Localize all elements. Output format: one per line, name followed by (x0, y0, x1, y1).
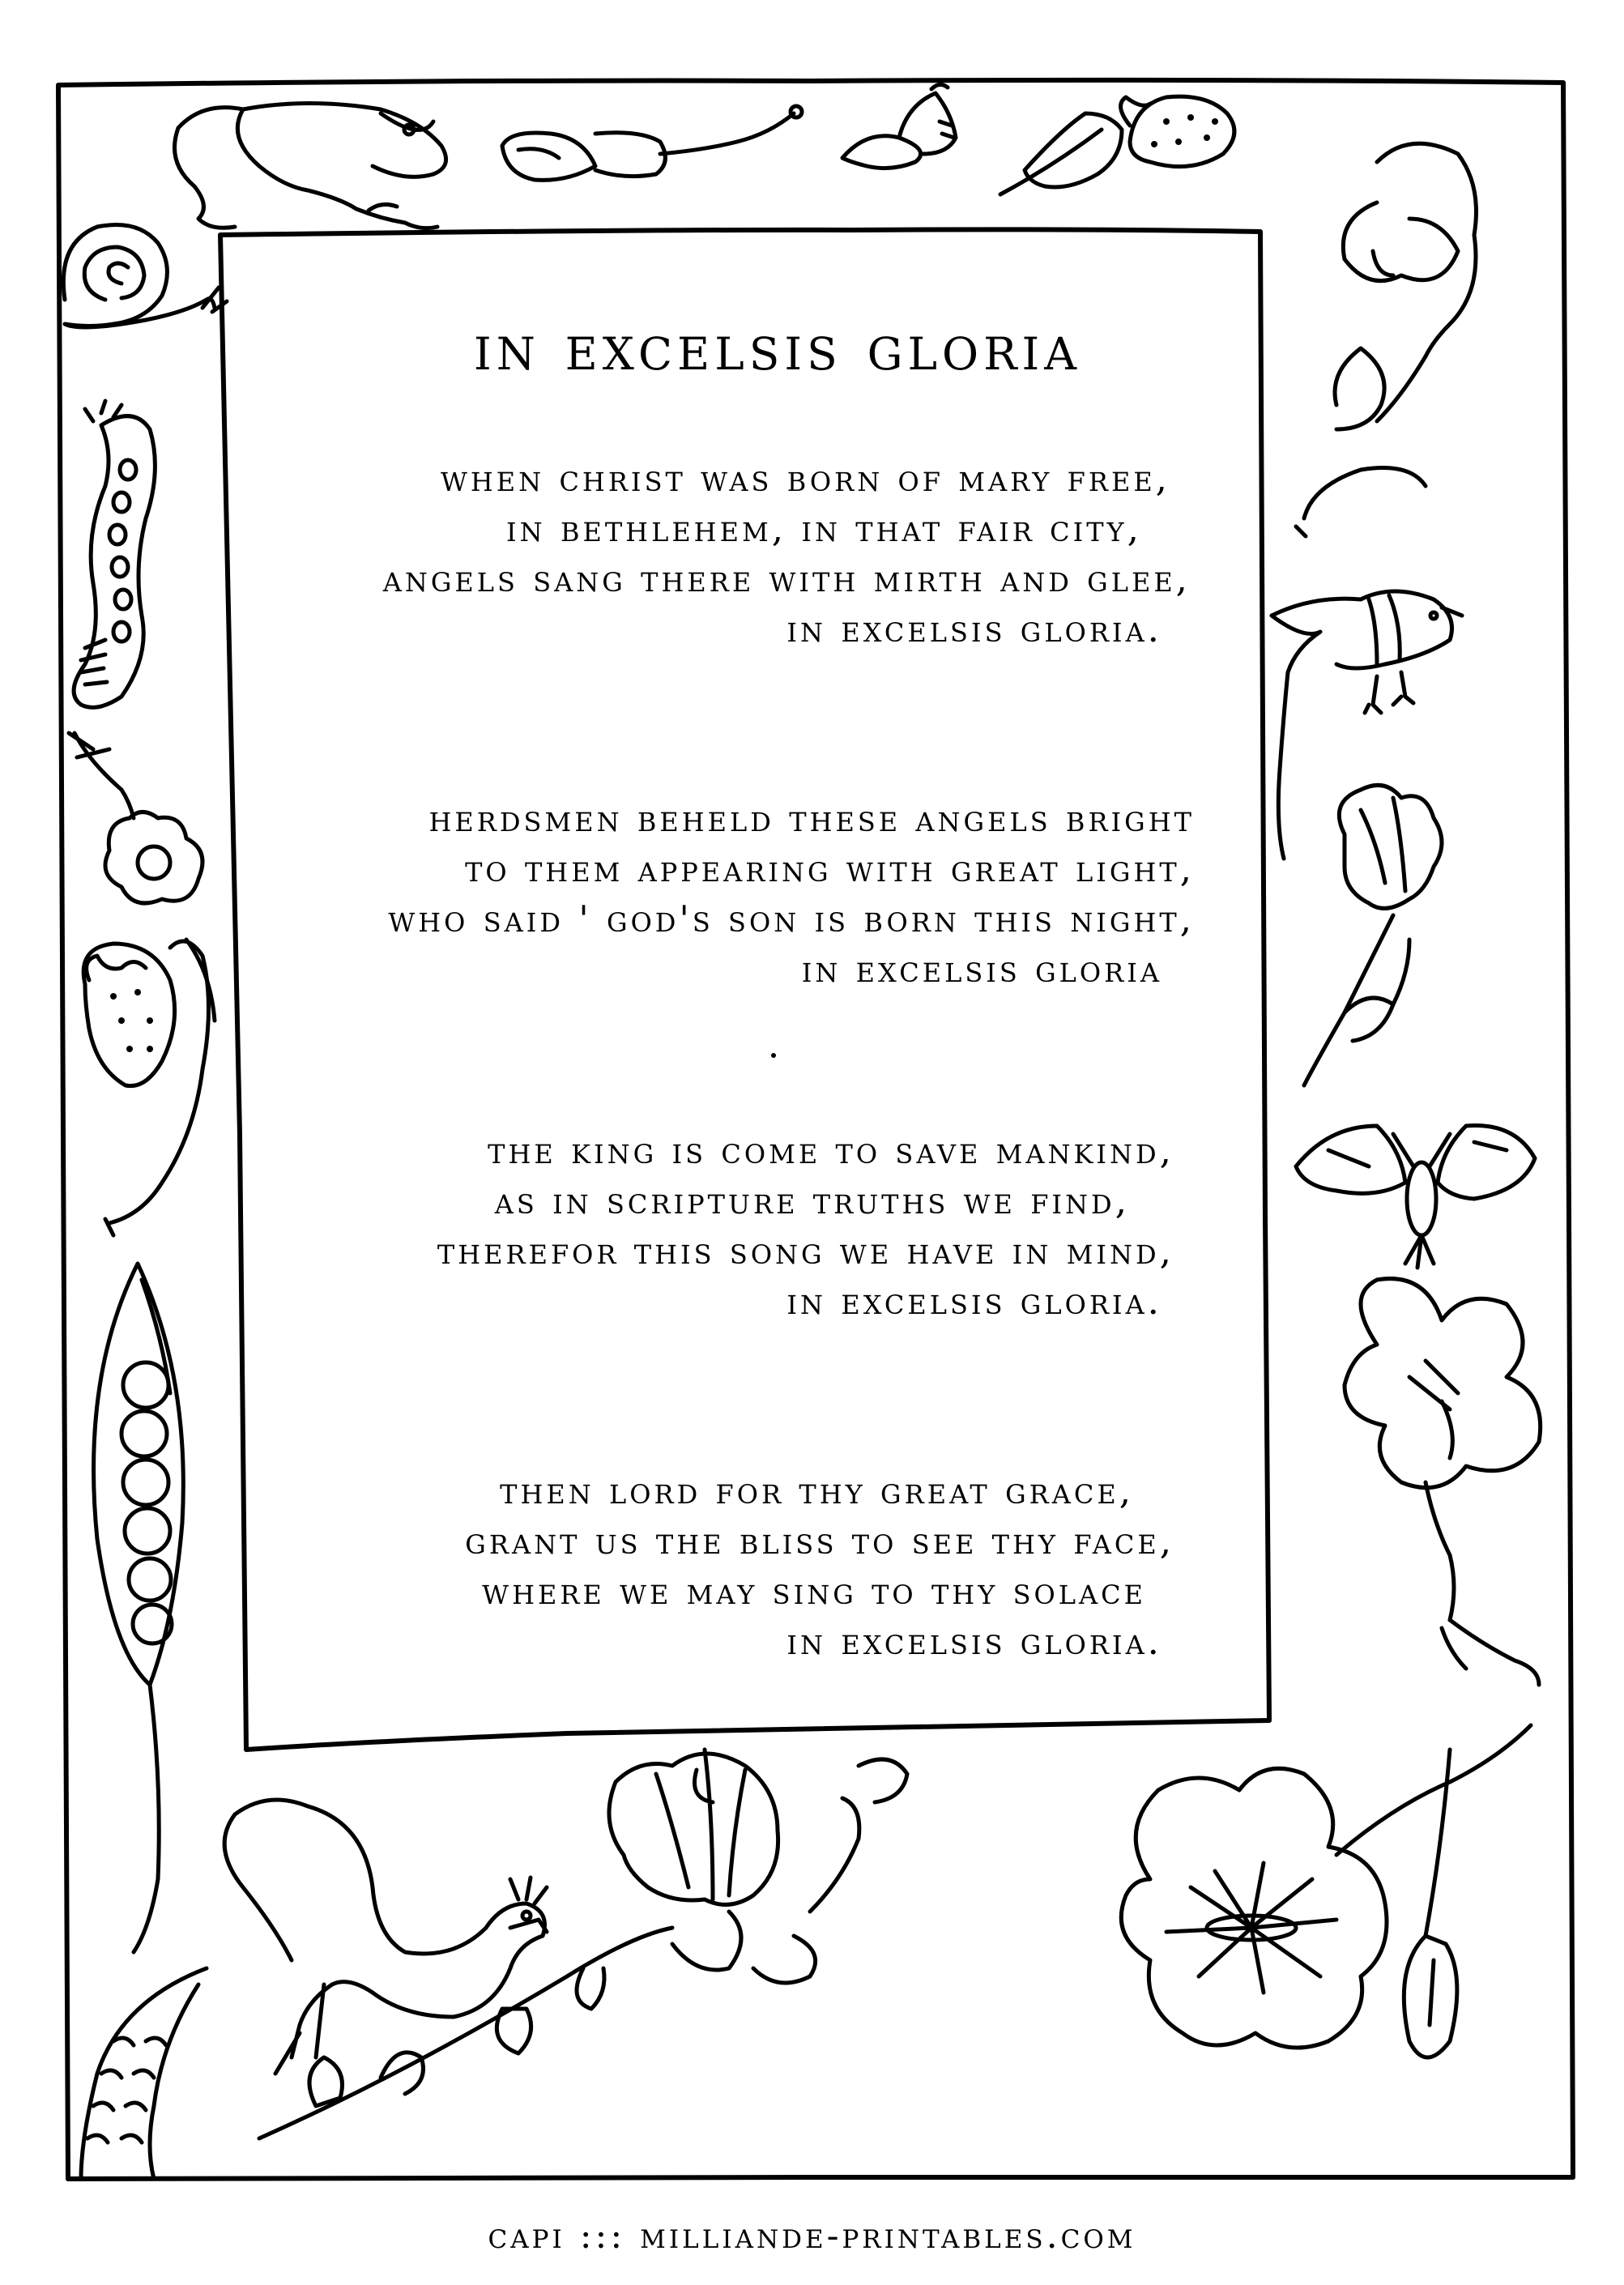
verse-line: in bethlehem, in that fair city, (506, 507, 1142, 550)
columbine-icon (609, 1750, 907, 1983)
peacock-icon (81, 1800, 547, 2179)
verse-refrain: in excelsis gloria. (786, 1620, 1162, 1663)
verse-refrain: in excelsis gloria (801, 948, 1162, 991)
petunia-icon (1345, 1279, 1541, 1685)
verse-line: then lord for thy great grace, (500, 1469, 1134, 1512)
morning-glory-icon (1296, 143, 1477, 536)
flower-icon (1304, 785, 1442, 1085)
verse-line: herdsmen beheld these angels bright (428, 797, 1195, 840)
verse-line: as in scripture truths we find, (494, 1179, 1130, 1222)
verse-1 (227, 454, 1239, 654)
verse-line: angels sang there with mirth and glee, (382, 557, 1191, 600)
verse-line: to them appearing with great light, (465, 847, 1195, 890)
caterpillar-icon (74, 401, 155, 707)
verse-line: who said ' god's son is born this night, (388, 897, 1195, 940)
verse-line: where we may sing to thy solace (482, 1570, 1146, 1613)
verse-4 (227, 1466, 1239, 1667)
frog-icon (175, 104, 446, 228)
butterfly-icon (842, 84, 956, 168)
verse-line: the king is come to save mankind, (488, 1129, 1174, 1172)
leaf-icon (1000, 113, 1122, 194)
verse-refrain: in excelsis gloria. (786, 1280, 1162, 1323)
stray-dot (771, 1053, 776, 1058)
bud-icon (1404, 1750, 1457, 2057)
pansy-icon (1121, 1725, 1531, 2048)
strawberry-icon (83, 940, 215, 1235)
branch-icon (259, 1928, 672, 2138)
verse-line: when christ was born of mary free, (440, 457, 1170, 500)
moth-icon (1296, 1126, 1535, 1268)
flower-icon (69, 733, 202, 903)
snail-icon (63, 225, 227, 328)
verse-2 (227, 794, 1239, 995)
pea-pod-icon (94, 1264, 184, 1952)
page-title: in excelsis gloria (473, 312, 1082, 385)
verse-line: therefor this song we have in mind, (437, 1230, 1174, 1273)
verse-3 (227, 1126, 1239, 1327)
verse-line: grant us the bliss to see thy face, (465, 1520, 1174, 1562)
acorn-icon (502, 106, 802, 180)
footer-credit: capi ::: milliande-printables.com (488, 2215, 1136, 2257)
strawberry-icon (1121, 96, 1234, 166)
verse-refrain: in excelsis gloria. (786, 607, 1162, 650)
